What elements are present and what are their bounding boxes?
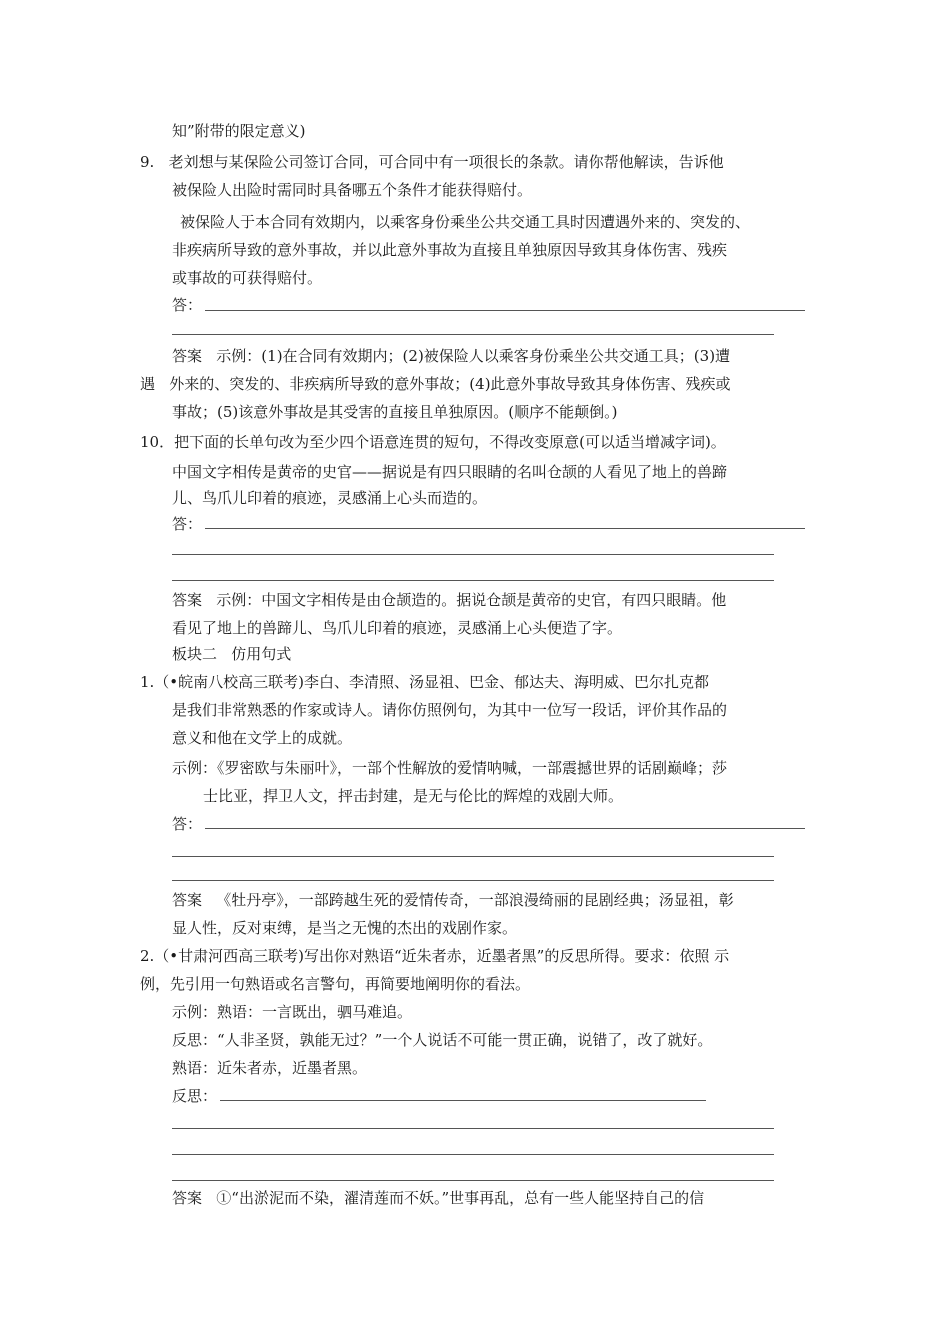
q9-prompt-line-2: 被保险人出险时需同时具备哪五个条件才能获得赔付。 [172,181,533,199]
s2-q1-answer-line-3[interactable] [172,880,774,881]
s2-q1-example-line-2: 士比亚，捍卫人文，抨击封建，是无与伦比的辉煌的戏剧大师。 [203,787,624,805]
q10-answer-line-2[interactable] [172,554,774,555]
s2-q1-solution-line-2: 显人性，反对束缚，是当之无愧的杰出的戏剧作家。 [172,919,518,937]
q9-answer-label: 答： [172,296,203,314]
s2-q2-answer-line-1[interactable] [220,1100,706,1101]
q10-prompt-line: 10．把下面的长单句改为至少四个语意连贯的短句，不得改变原意(可以适当增减字词)。 [140,433,726,451]
q9-solution-line-3: 事故；(5)该意外事故是其受害的直接且单独原因。(顺序不能颠倒。) [172,403,618,421]
section-heading: 板块二 仿用句式 [172,645,292,663]
s2-q2-idiom-line: 熟语：近朱者赤，近墨者黑。 [172,1059,368,1077]
s2-q2-solution-line-1: 答案 ①“出淤泥而不染，濯清莲而不妖。”世事再乱，总有一些人能坚持自己的信 [172,1189,705,1207]
q10-answer-line-1[interactable] [205,528,805,529]
q9-answer-line-2[interactable] [172,334,774,335]
q9-prompt-line-1: 9. 老刘想与某保险公司签订合同，可合同中有一项很长的条款。请你帮他解读，告诉他 [140,153,724,171]
s2-q2-prompt-line-1: 2.（•甘肃河西高三联考)写出你对熟语“近朱者赤，近墨者黑”的反思所得。要求：依照 示 [140,947,730,965]
q9-clause-line-1: 被保险人于本合同有效期内，以乘客身份乘坐公共交通工具时因遭遇外来的、突发的、 [180,213,751,231]
q9-clause-line-3: 或事故的可获得赔付。 [172,269,323,287]
q10-sentence-line-2: 儿、鸟爪儿印着的痕迹，灵感涌上心头而造的。 [172,489,488,507]
s2-q2-prompt-line-2: 例，先引用一句熟语或名言警句，再简要地阐明你的看法。 [140,975,531,993]
s2-q1-prompt-line-1: 1.（•皖南八校高三联考)李白、李清照、汤显祖、巴金、郁达夫、海明威、巴尔扎克都 [140,673,710,691]
q9-answer-line-1[interactable] [205,310,805,311]
q8-tail-line: 知”附带的限定意义) [172,122,306,140]
s2-q2-answer-line-2[interactable] [172,1128,774,1129]
s2-q1-prompt-line-3: 意义和他在文学上的成就。 [172,729,353,747]
s2-q2-answer-line-3[interactable] [172,1154,774,1155]
q9-solution-line-2: 遇 外来的、突发的、非疾病所导致的意外事故；(4)此意外事故导致其身体伤害、残疾或 [140,375,731,393]
q10-sentence-line-1: 中国文字相传是黄帝的史官——据说是有四只眼睛的名叫仓颉的人看见了地上的兽蹄 [172,463,728,481]
q10-solution-line-2: 看见了地上的兽蹄儿、鸟爪儿印着的痕迹，灵感涌上心头便造了字。 [172,619,623,637]
s2-q1-prompt-line-2: 是我们非常熟悉的作家或诗人。请你仿照例句，为其中一位写一段话，评价其作品的 [172,701,728,719]
q10-answer-label: 答： [172,515,203,533]
s2-q1-example-line-1: 示例：《罗密欧与朱丽叶》，一部个性解放的爱情呐喊，一部震撼世界的话剧巅峰；莎 [172,759,728,777]
q9-clause-line-2: 非疾病所导致的意外事故，并以此意外事故为直接且单独原因导致其身体伤害、残疾 [172,241,728,259]
s2-q2-reflection-example: 反思：“人非圣贤，孰能无过？”一个人说话不可能一贯正确，说错了，改了就好。 [172,1031,713,1049]
s2-q1-answer-line-2[interactable] [172,856,774,857]
s2-q1-solution-line-1: 答案 《牡丹亭》，一部跨越生死的爱情传奇，一部浪漫绮丽的昆剧经典；汤显祖，彰 [172,891,734,909]
s2-q2-example-line: 示例：熟语：一言既出，驷马难追。 [172,1003,413,1021]
s2-q2-reflection-label: 反思： [172,1087,218,1105]
q10-answer-line-3[interactable] [172,580,774,581]
s2-q2-answer-line-4[interactable] [172,1180,774,1181]
q10-solution-line-1: 答案 示例：中国文字相传是由仓颉造的。据说仓颉是黄帝的史官，有四只眼睛。他 [172,591,727,609]
q9-solution-line-1: 答案 示例：(1)在合同有效期内；(2)被保险人以乘客身份乘坐公共交通工具；(3)遭 [172,347,731,365]
s2-q1-answer-label: 答： [172,815,203,833]
s2-q1-answer-line-1[interactable] [205,828,805,829]
